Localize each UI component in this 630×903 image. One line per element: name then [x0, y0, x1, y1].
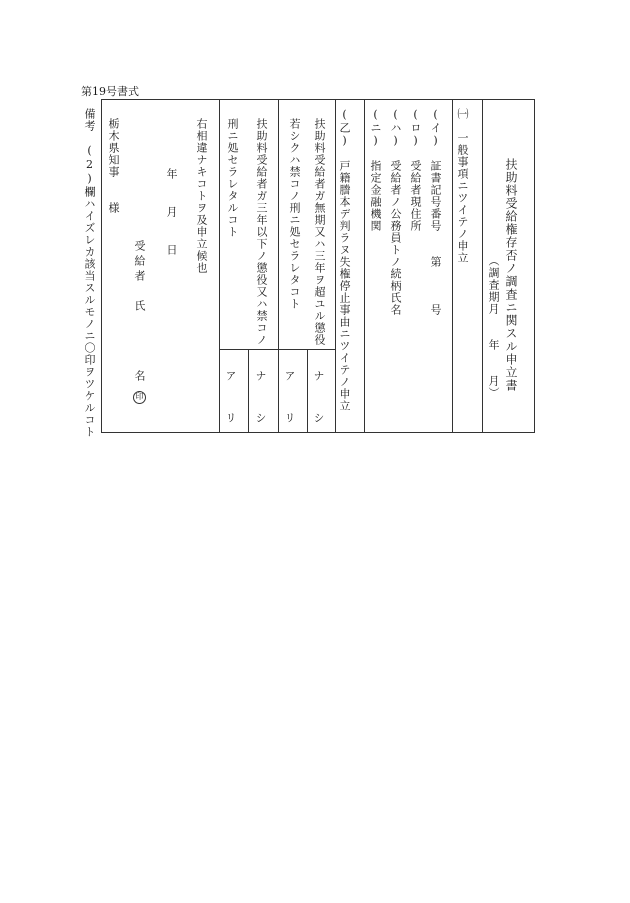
form-number: 第19号書式 [81, 85, 139, 98]
question-2-line-1: 扶助料受給者ガ三年以下ノ懲役又ハ禁コノ [255, 118, 268, 346]
divider-title [482, 100, 483, 432]
item-relationship: (ハ) 受給者ノ公務員トノ続柄氏名 [389, 108, 402, 316]
section-b-heading: (乙) 戸籍謄本デ判ラヌ失権停止事由ニツイテノ申立 [338, 108, 351, 412]
item-certificate-number: (イ) 証書記号番号 第 号 [429, 108, 442, 316]
divider-q2 [219, 100, 220, 432]
item-bank: (ニ) 指定金融機関 [369, 108, 382, 232]
seal-mark [133, 384, 146, 404]
divider-general [452, 100, 453, 432]
question-1-line-2: 若シクハ禁コノ刑ニ処セラレタコト [288, 118, 301, 310]
divider-q1-answers [307, 349, 308, 432]
question-2-line-2: 刑ニ処セラレタルコト [226, 118, 239, 238]
remarks-text: (2)欄ハイズレカ該当スルモノニ〇印ヲツケルコト [83, 144, 96, 438]
form-title: 扶助料受給権存否ノ調査ニ関スル申立書 [504, 158, 518, 392]
q2-answer-nashi[interactable]: ナ シ [254, 370, 267, 433]
q1-answer-nashi[interactable]: ナ シ [312, 370, 325, 433]
date-field[interactable]: 年 月 日 [165, 168, 178, 263]
remarks-label: 備考 [83, 108, 96, 132]
question-1-line-1: 扶助料受給者ガ無期又ハ三年ヲ超ユル懲役 [313, 118, 326, 346]
divider-q1 [278, 100, 279, 432]
declaration: 右相違ナキコトヲ及申立候也 [195, 118, 208, 274]
seal-icon: 印 [133, 391, 146, 404]
survey-period: （調査期月 年 月） [487, 255, 500, 399]
item-address: (ロ) 受給者現住所 [409, 108, 422, 232]
divider-q2-answers [248, 349, 249, 432]
q2-answer-ari[interactable]: ア リ [224, 370, 237, 433]
divider-section-b [335, 100, 336, 432]
applicant-name-suffix: 名 [133, 370, 146, 382]
applicant-name-label: 受給者 氏 [133, 240, 146, 315]
divider-answer-row [219, 349, 335, 350]
q1-answer-ari[interactable]: ア リ [283, 370, 296, 433]
divider-items [364, 100, 365, 432]
addressee: 栃木県知事 様 [107, 118, 120, 214]
section-a-heading: ㈠ 一般事項ニツイテノ申立 [456, 108, 469, 264]
